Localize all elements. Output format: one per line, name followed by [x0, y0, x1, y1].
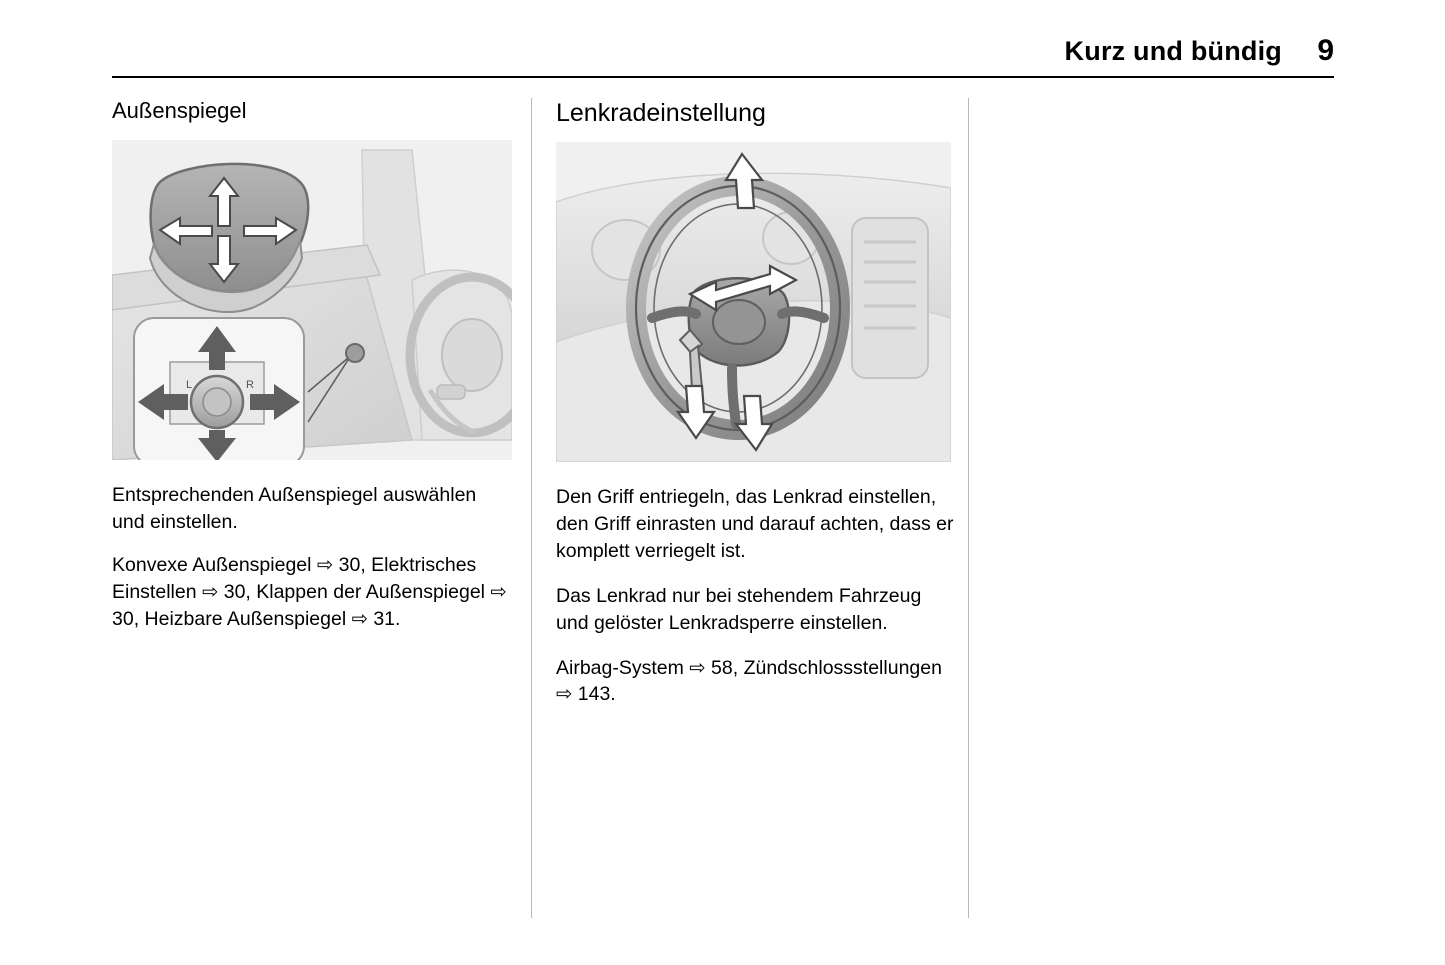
- paragraph-unlock-handle: Den Griff entriegeln, das Lenkrad einstellen, den Griff einrasten und darauf achten, dass er komplett verriegelt ist.: [556, 486, 954, 562]
- steering-wheel-illustration: [556, 142, 951, 462]
- page-header: [112, 34, 1334, 68]
- steering-wheel-figure: [556, 142, 951, 462]
- paragraph-adjust-only-when-stationary: Das Lenkrad nur bei stehendem Fahrzeug und gelöster Lenkradsperre einstellen.: [556, 584, 922, 634]
- column-middle: [556, 98, 956, 726]
- exterior-mirror-figure: [112, 140, 512, 460]
- svg-text:L: L: [186, 379, 193, 392]
- column-divider-1: [531, 98, 532, 918]
- paragraph-select-mirror: Entsprechenden Außenspiegel auswählen und einstellen.: [112, 484, 477, 534]
- column-left: [112, 98, 512, 649]
- column-divider-2: [968, 98, 969, 918]
- paragraph-steering-references: Airbag-System ⇨ 58, Zündschlossstellungen ⇨ 143.: [556, 656, 942, 706]
- paragraph-mirror-references: Konvexe Außenspiegel ⇨ 30, Elektrisches Einstellen ⇨ 30, Klappen der Außenspiegel ⇨ 30, Heizbare Außenspiegel ⇨ 31.: [112, 554, 507, 631]
- middle-text-block: [556, 484, 956, 708]
- left-text-block: [112, 482, 512, 633]
- section-title-exterior-mirror: Außenspiegel: [112, 98, 247, 123]
- section-title-steering-wheel: Lenkradeinstellung: [556, 99, 766, 127]
- page-number: 9: [1317, 34, 1334, 67]
- exterior-mirror-illustration: [112, 140, 512, 460]
- header-divider: [112, 76, 1334, 78]
- page-title: Kurz und bündig: [1064, 36, 1282, 66]
- svg-text:R: R: [246, 379, 254, 392]
